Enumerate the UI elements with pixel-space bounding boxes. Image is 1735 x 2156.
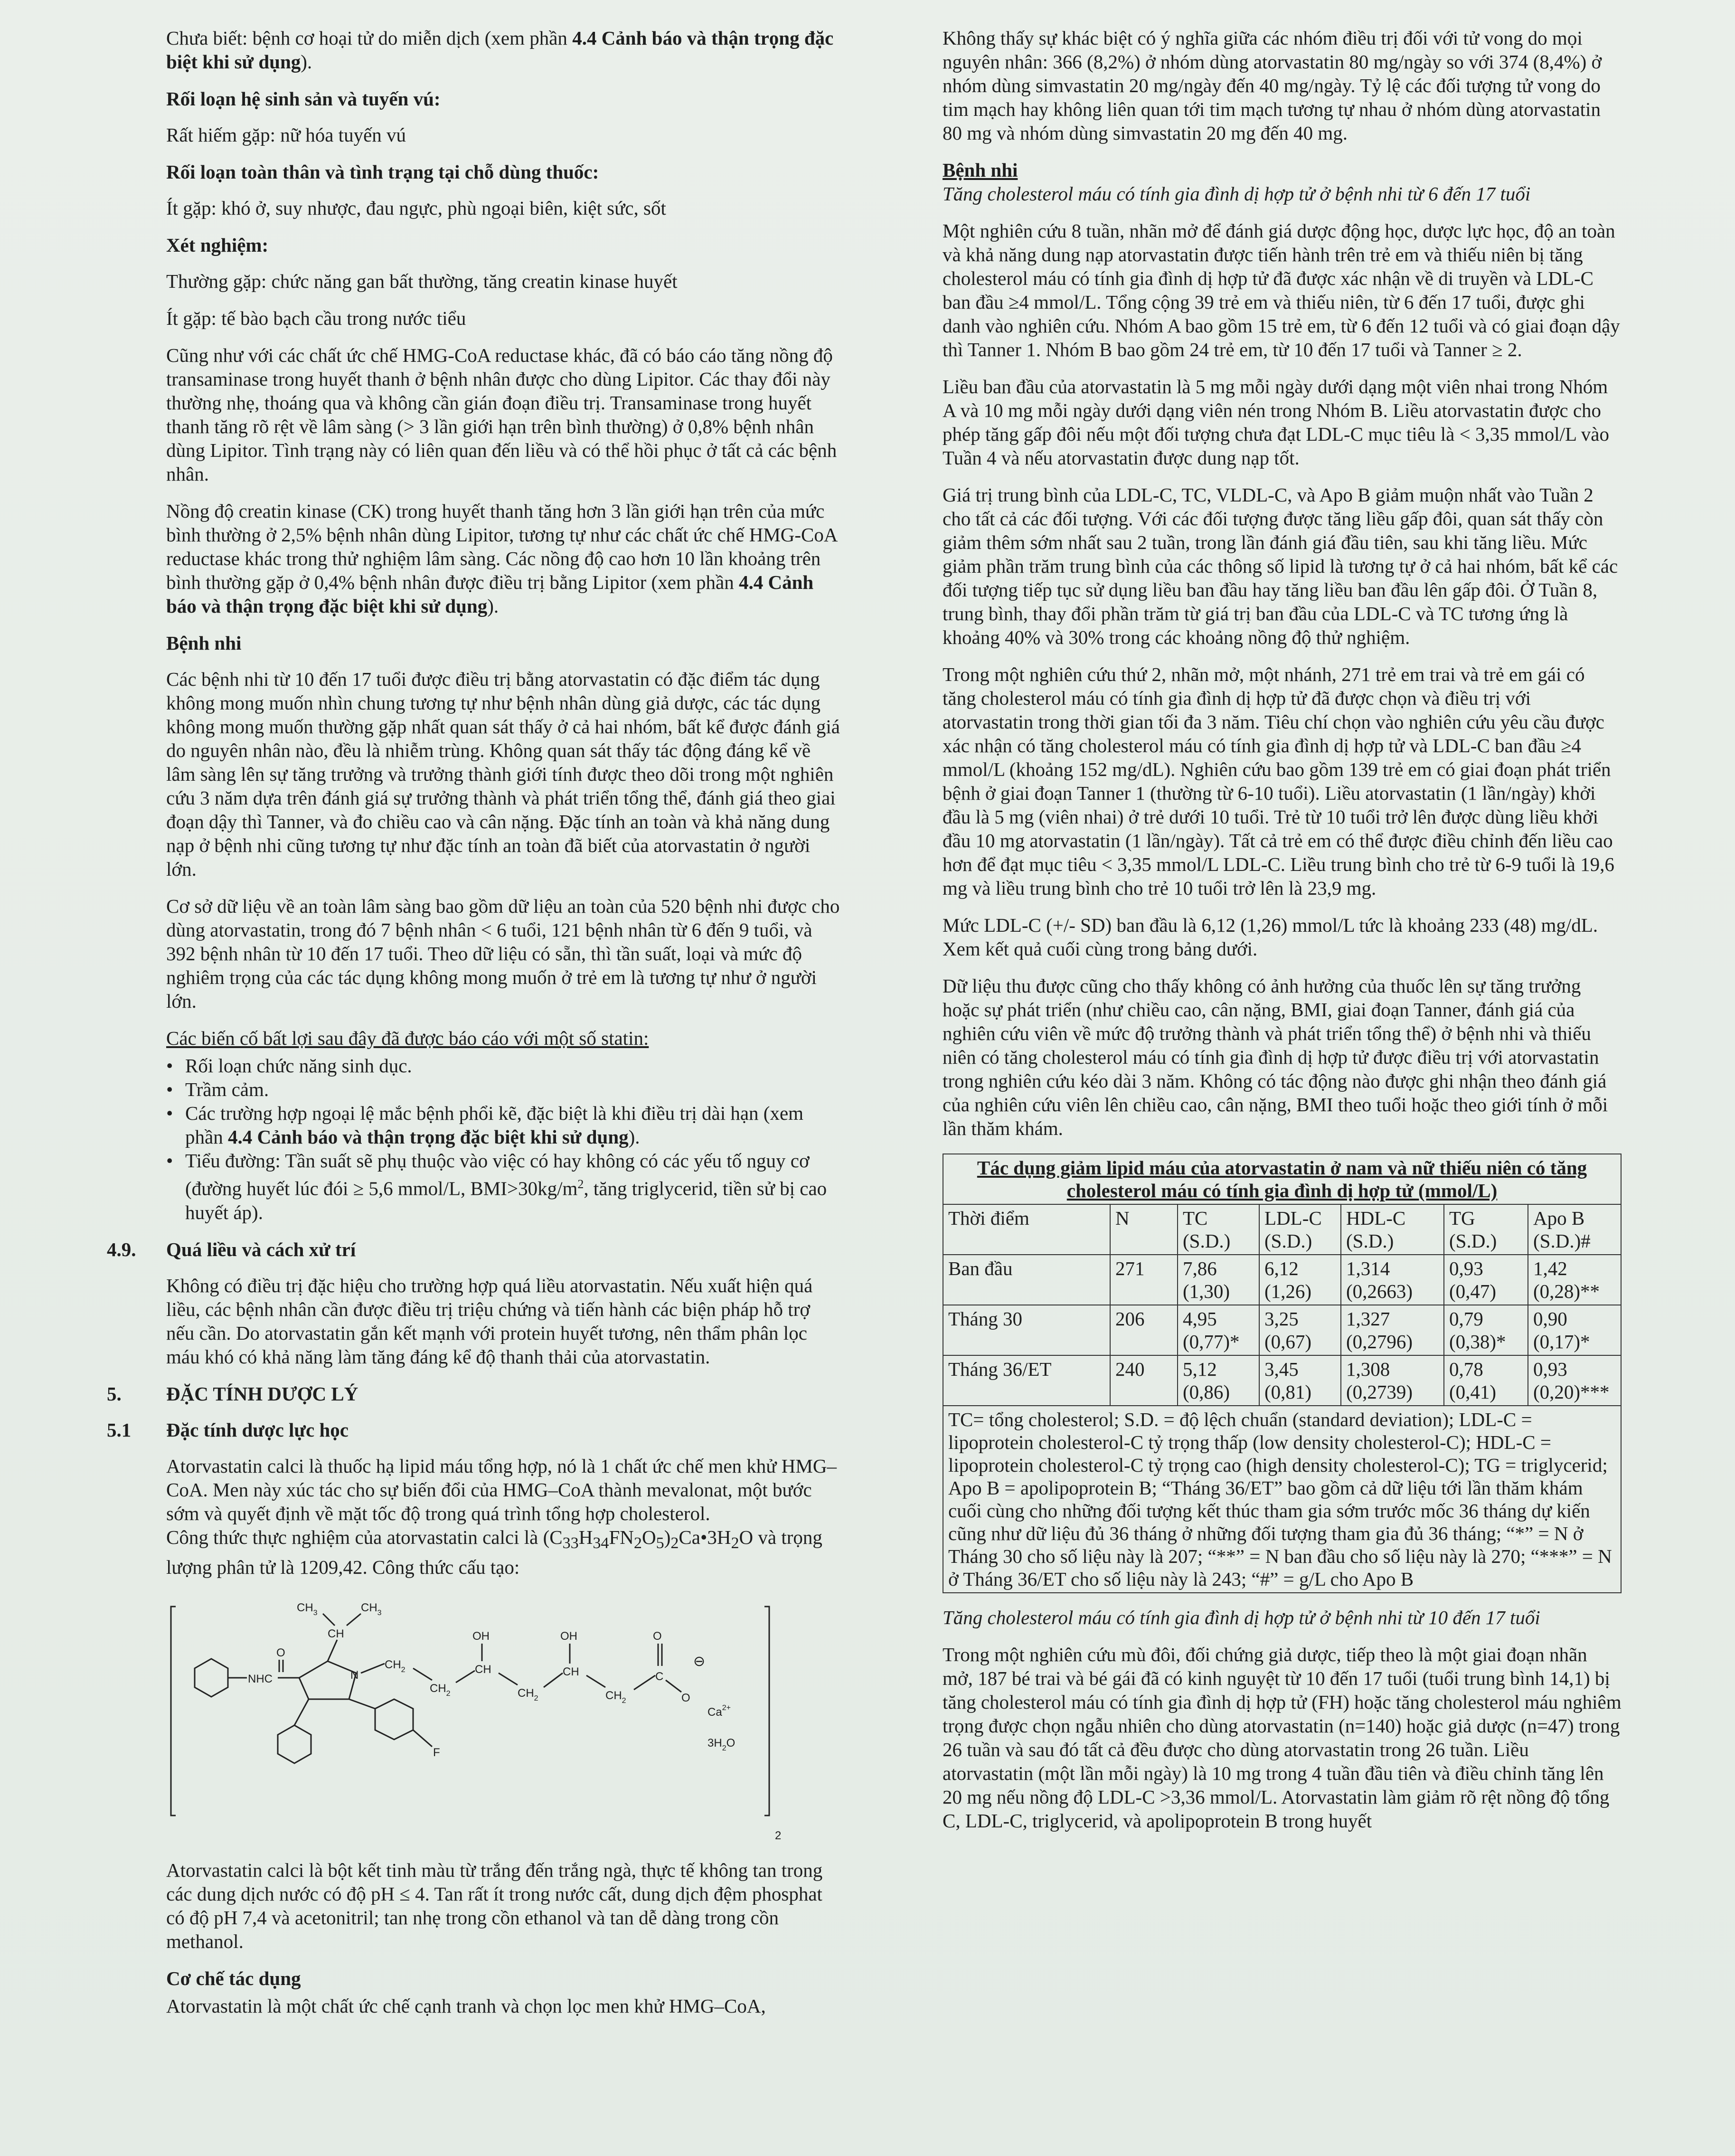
table-cell: 3,45 (0,81) bbox=[1259, 1355, 1341, 1406]
table-cell: 1,308 (0,2739) bbox=[1341, 1355, 1444, 1406]
statin-events-heading: Các biến cố bất lợi sau đây đã được báo cáo với một số statin: bbox=[166, 1027, 649, 1049]
section-ref: 4.4 Cảnh báo và thận trọng đặc biệt khi sử dụng bbox=[166, 27, 834, 73]
table-cell: 3,25 (0,67) bbox=[1259, 1305, 1341, 1355]
carbonyl-o-label: O bbox=[276, 1646, 285, 1659]
carboxylate-o-label: O bbox=[681, 1691, 690, 1704]
paragraph-pediatrics-2: Cơ sở dữ liệu về an toàn lâm sàng bao gồm dữ liệu an toàn của 520 bệnh nhi được cho dùng atorvastatin, trong đó 7 bệnh nhân < 6 tuổi, 121 bệnh nhân từ 6 đến 9 tuổi, và 392 bệnh nhân từ 10 đến 17 tuổi. Theo dữ liệu có sẵn, thì tần suất, loại và mức độ nghiêm trọng của các tác dụng không mong muốn ở trẻ em là tương tự như ở người lớn. bbox=[166, 895, 840, 1012]
heading-general-disorders: Rối loạn toàn thân và tình trạng tại chỗ dùng thuốc: bbox=[166, 161, 599, 183]
table-cell: Ban đầu bbox=[943, 1255, 1110, 1305]
table-cell: 5,12 (0,86) bbox=[1178, 1355, 1259, 1406]
table-cell: 1,42 (0,28)** bbox=[1528, 1255, 1621, 1305]
section-4-9-heading: 4.9. Quá liều và cách xử trí bbox=[107, 1238, 356, 1260]
ch2-label: $CH_2$ bbox=[518, 1686, 538, 1702]
nitrogen-label: N bbox=[350, 1668, 359, 1682]
paragraph-blind-study: Trong một nghiên cứu mù đôi, đối chứng giả dược, tiếp theo là một giai đoạn nhãn mở, 187 bé trai và bé gái đã có kinh nguyệt từ 10 đến 17 tuổi (tuổi trung bình 14,1) bị tăng cholesterol máu có tính gia đình dị hợp tử (FH) hoặc tăng cholesterol máu nghiêm trọng được chọn ngẫu nhiên cho dùng atorvastatin (n=140) hoặc giả dược (n=47) trong 26 tuần và sau đó tất cả đều được cho dùng atorvastatin trong 26 tuần. Liều atorvastatin (một lần mỗi ngày) là 10 mg trong 4 tuần đầu tiên và điều chỉnh tăng lên 20 mg nếu nồng độ LDL-C >3,36 mmol/L. Atorvastatin làm giảm rõ rệt nồng độ tổng C, LDL-C, triglycerid, và apolipoprotein B trong huyết bbox=[943, 1644, 1622, 1832]
column-header: TG (S.D.) bbox=[1444, 1204, 1528, 1255]
paragraph-growth: Dữ liệu thu được cũng cho thấy không có ảnh hưởng của thuốc lên sự tăng trưởng hoặc sự phát triển (như chiều cao, cân nặng, BMI, giai đoạn Tanner, đánh giá của nghiên cứu viên về mức độ trưởng thành và phát triển tổng thể) ở bệnh nhi và thiếu niên có tăng cholesterol máu có tính gia đình dị hợp tử được điều trị với atorvastatin trong nghiên cứu kéo dài 3 năm. Không có tác động nào được ghi nhận theo đánh giá của nghiên cứu viên lên chiều cao, cân nặng, BMI theo tuổi hoặc theo giới tính ở mỗi lần thăm khám. bbox=[943, 975, 1608, 1139]
methyl-label: $CH_3$ bbox=[297, 1601, 318, 1617]
table-cell: Tháng 36/ET bbox=[943, 1355, 1110, 1406]
paragraph-dosing: Liều ban đầu của atorvastatin là 5 mg mỗi ngày dưới dạng một viên nhai trong Nhóm A và 10 mg mỗi ngày dưới dạng viên nén trong Nhóm B. Liều atorvastatin được cho phép tăng gấp đôi nếu một đối tượng chưa đạt LDL-C mục tiêu là < 3,35 mmol/L vào Tuần 4 và nếu atorvastatin được dung nạp tốt. bbox=[943, 376, 1610, 469]
column-header: N bbox=[1110, 1204, 1178, 1255]
subheading-10-to-17: Tăng cholesterol máu có tính gia đình dị hợp tử ở bệnh nhi từ 10 đến 17 tuổi bbox=[943, 1607, 1540, 1628]
nhc-label: NHC bbox=[248, 1672, 273, 1685]
ch2-label: $CH_2$ bbox=[605, 1689, 626, 1705]
table-cell: 6,12 (1,26) bbox=[1259, 1255, 1341, 1305]
paragraph-no-difference: Không thấy sự khác biệt có ý nghĩa giữa các nhóm điều trị đối với tử vong do mọi nguyên nhân: 366 (8,2%) ở nhóm dùng atorvastatin 80 mg/ngày so với 374 (8,4%) ở nhóm dùng simvastatin 20 mg/ngày đến 40 mg/ngày. Tỷ lệ các đối tượng tử vong do tim mạch hay không liên quan tới tim mạch tương tự nhau ở nhóm dùng atorvastatin 80 mg và nhóm dùng simvastatin 20 mg đến 40 mg. bbox=[943, 27, 1602, 144]
section-5-1-heading: 5.1 Đặc tính dược lực học bbox=[107, 1418, 349, 1441]
paragraph-transaminase: Cũng như với các chất ức chế HMG-CoA reductase khác, đã có báo cáo tăng nồng độ transaminase trong huyết thanh ở bệnh nhân được cho dùng Lipitor. Các thay đổi này thường nhẹ, thoáng qua và không cần gián đoạn điều trị. Transaminase trong huyết thanh tăng rõ rệt về lâm sàng (> 3 lần giới hạn trên bình thường) ở 0,8% bệnh nhân dùng Lipitor. Tình trạng này có liên quan đến liều và có thể hồi phục ở tất cả các bệnh nhân. bbox=[166, 344, 837, 485]
list-item: • Các trường hợp ngoại lệ mắc bệnh phổi kẽ, đặc biệt là khi điều trị dài hạn (xem phần 4.4 Cảnh báo và thận trọng đặc biệt khi sử dụng). bbox=[166, 1101, 840, 1149]
paragraph-overdose: Không có điều trị đặc hiệu cho trường hợp quá liều atorvastatin. Nếu xuất hiện quá liều, các bệnh nhân cần được điều trị triệu chứng và tiến hành các biện pháp hỗ trợ nếu cần. Do atorvastatin gắn kết mạnh với protein huyết tương, nên thẩm phân lọc máu khó có khả năng làm tăng đáng kể độ thanh thải của atorvastatin. bbox=[166, 1274, 813, 1368]
table-row bbox=[943, 1305, 1621, 1355]
paragraph-mean-values: Giá trị trung bình của LDL-C, TC, VLDL-C, và Apo B giảm muộn nhất vào Tuần 2 cho tất cả các đối tượng. Với các đối tượng được tăng liều gấp đôi, quan sát thấy còn giảm thêm sớm nhất sau 2 tuần, trong lần đánh giá đầu tiên, sau khi tăng liều. Mức giảm phần trăm trung bình của các thông số lipid là tương tự ở cả hai nhóm, bất kể các đối tượng tiếp tục sử dụng liều ban đầu hay tăng liều ban đầu lên gấp đôi. Ở Tuần 8, trung bình, thay đổi phần trăm từ giá trị ban đầu của LDL-C và TC tương ứng là khoảng 40% và 30% trong các khoảng nồng độ thử nghiệm. bbox=[943, 484, 1618, 648]
table-cell: 271 bbox=[1110, 1255, 1178, 1305]
table-row bbox=[943, 1255, 1621, 1305]
list-item: • Tiểu đường: Tần suất sẽ phụ thuộc vào việc có hay không có các yếu tố nguy cơ (đường huyết lúc đói ≥ 5,6 mmol/L, $BMI>30kg/m^2$, tăng triglycerid, tiền sử bị cao huyết áp). bbox=[166, 1149, 840, 1224]
heading-tests: Xét nghiệm: bbox=[166, 234, 269, 256]
calcium-label: $Ca^{2+}$ bbox=[707, 1703, 731, 1719]
heading-reproductive: Rối loạn hệ sinh sản và tuyến vú: bbox=[166, 88, 441, 110]
water-label: $3H_2O$ bbox=[707, 1736, 735, 1752]
paragraph-second-study: Trong một nghiên cứu thứ 2, nhãn mở, một nhánh, 271 trẻ em trai và trẻ em gái có tăng cholesterol máu có tính gia đình dị hợp tử đã được chọn và điều trị với atorvastatin trong thời gian tối đa 3 năm. Tiêu chí chọn vào nghiên cứu yêu cầu được xác nhận có tăng cholesterol máu có tính gia đình dị hợp tử và LDL-C ban đầu ≥4 mmol/L (khoảng 152 mg/dL). Nghiên cứu bao gồm 139 trẻ em có giai đoạn phát triển bệnh ở giai đoạn Tanner 1 (thường từ 6-10 tuổi). Liều atorvastatin (1 lần/ngày) khởi đầu là 5 mg (viên nhai) ở trẻ dưới 10 tuổi. Trẻ từ 10 tuổi trở lên được dùng liều khởi đầu 10 mg atorvastatin (1 lần/ngày). Tất cả trẻ em có thể được điều chỉnh đến liều cao hơn để đạt mục tiêu < 3,35 mmol/L LDL-C. Liều trung bình cho trẻ từ 6-9 tuổi là 19,6 mg và liều trung bình cho trẻ 10 tuổi trở lên là 23,9 mg. bbox=[943, 663, 1614, 899]
left-column bbox=[107, 26, 840, 2031]
table-cell: 0,79 (0,38)* bbox=[1444, 1305, 1528, 1355]
subheading-6-to-17: Tăng cholesterol máu có tính gia đình dị hợp tử ở bệnh nhi từ 6 đến 17 tuổi bbox=[943, 183, 1531, 205]
section-5-heading: 5. ĐẶC TÍNH DƯỢC LÝ bbox=[107, 1382, 358, 1405]
table-row bbox=[943, 1355, 1621, 1406]
column-header: Apo B (S.D.)# bbox=[1528, 1204, 1621, 1255]
right-column bbox=[943, 26, 1622, 1846]
table-cell: 1,314 (0,2663) bbox=[1341, 1255, 1444, 1305]
heading-mechanism: Cơ chế tác dụng bbox=[166, 1967, 301, 1989]
table-cell: 206 bbox=[1110, 1305, 1178, 1355]
paragraph-reproductive: Rất hiếm gặp: nữ hóa tuyến vú bbox=[166, 124, 406, 146]
ch-label: CH bbox=[563, 1665, 579, 1678]
lipid-table bbox=[943, 1154, 1622, 1593]
paragraph-creatin-kinase: Nồng độ creatin kinase (CK) trong huyết thanh tăng hơn 3 lần giới hạn trên của mức bình thường ở 2,5% bệnh nhân dùng Lipitor, tương tự như các chất ức chế HMG-CoA reductase khác trong thử nghiệm lâm sàng. Các nồng độ cao hơn 10 lần khoảng trên bình thường gặp ở 0,4% bệnh nhân được điều trị bằng Lipitor (xem phần 4.4 Cảnh báo và thận trọng đặc biệt khi sử dụng). bbox=[166, 500, 837, 617]
paragraph-ldl-baseline: Mức LDL-C (+/- SD) ban đầu là 6,12 (1,26) mmol/L tức là khoảng 233 (48) mg/dL. Xem kết quả cuối cùng trong bảng dưới. bbox=[943, 914, 1598, 960]
structural-formula-drawing bbox=[166, 1592, 831, 1844]
table-cell: 0,93 (0,47) bbox=[1444, 1255, 1528, 1305]
heading-pediatrics-right: Bệnh nhi bbox=[943, 159, 1018, 181]
carboxyl-c-label: C bbox=[655, 1670, 664, 1683]
table-cell: 1,327 (0,2796) bbox=[1341, 1305, 1444, 1355]
structural-formula bbox=[166, 1592, 831, 1844]
table-cell: 4,95 (0,77)* bbox=[1178, 1305, 1259, 1355]
hydroxyl-label: OH bbox=[472, 1629, 490, 1643]
paragraph-formula: Công thức thực nghiệm của atorvastatin calci là $(C_{33}H_{34}FN_2O_5)_2Ca•3H_2O$ và trọng lượng phân tử là 1209,42. Công thức cấu tạo: bbox=[166, 1526, 822, 1578]
table-cell: 0,90 (0,17)* bbox=[1528, 1305, 1621, 1355]
paragraph-tests-uncommon: Ít gặp: tế bào bạch cầu trong nước tiểu bbox=[166, 307, 466, 329]
list-item: • Trầm cảm. bbox=[166, 1078, 840, 1101]
column-header: LDL-C (S.D.) bbox=[1259, 1204, 1341, 1255]
table-cell: 7,86 (1,30) bbox=[1178, 1255, 1259, 1305]
column-header: TC (S.D.) bbox=[1178, 1204, 1259, 1255]
paragraph-description: Atorvastatin calci là bột kết tinh màu từ trắng đến trắng ngà, thực tế không tan trong các dung dịch nước có độ pH ≤ 4. Tan rất ít trong nước cất, dung dịch đệm phosphat có độ pH 7,4 và acetonitril; tan nhẹ trong cồn ethanol và tan dễ dàng trong cồn methanol. bbox=[166, 1859, 823, 1952]
negative-charge-icon: ⊖ bbox=[693, 1653, 706, 1669]
table-cell: 0,93 (0,20)*** bbox=[1528, 1355, 1621, 1406]
bracket-subscript: 2 bbox=[775, 1829, 782, 1842]
fluorine-label: F bbox=[433, 1746, 440, 1759]
section-ref: 4.4 Cảnh báo và thận trọng đặc biệt khi sử dụng bbox=[166, 571, 814, 617]
ch2-label: $CH_2$ bbox=[430, 1682, 451, 1698]
paragraph-pediatrics-1: Các bệnh nhi từ 10 đến 17 tuổi được điều trị bằng atorvastatin có đặc điểm tác dụng không mong muốn nhìn chung tương tự như bệnh nhân dùng giả dược, các tác dụng không mong muốn thường gặp nhất quan sát thấy ở cả hai nhóm, bất kể được đánh giá do nguyên nhân nào, đều là nhiễm trùng. Không quan sát thấy tác động đáng kể về lâm sàng lên sự tăng trưởng và trưởng thành giới tính được theo dõi trong một nghiên cứu 3 năm dựa trên đánh giá sự trưởng thành và phát triển tổng thể, đánh giá theo giai đoạn dậy thì Tanner, và đo chiều cao và cân nặng. Đặc tính an toàn và khả năng dung nạp ở bệnh nhi cũng tương tự như đặc tính an toàn đã biết của atorvastatin ở người lớn. bbox=[166, 668, 840, 880]
paragraph-pharmacodynamics: Atorvastatin calci là thuốc hạ lipid máu tổng hợp, nó là 1 chất ức chế men khử HMG–CoA. Men này xúc tác cho sự biến đổi của HMG–CoA thành mevalonat, một bước sớm và quyết định về mặt tốc độ trong quá trình tổng hợp cholesterol. bbox=[166, 1455, 837, 1524]
statin-events-list bbox=[166, 1054, 840, 1224]
carboxyl-o-label: O bbox=[653, 1629, 662, 1643]
hydroxyl-label: OH bbox=[560, 1629, 577, 1643]
table-cell: Tháng 30 bbox=[943, 1305, 1110, 1355]
methyl-label: $CH_3$ bbox=[361, 1601, 382, 1617]
list-item: • Rối loạn chức năng sinh dục. bbox=[166, 1054, 840, 1078]
paragraph-8-week-study: Một nghiên cứu 8 tuần, nhãn mở để đánh giá dược động học, dược lực học, độ an toàn và khả năng dung nạp atorvastatin được tiến hành trên trẻ em và thiếu niên bị tăng cholesterol máu có tính gia đình dị hợp tử đã được xác nhận về di truyền và LDL-C ban đầu ≥4 mmol/L. Tổng cộng 39 trẻ em và thiếu niên, từ 6 đến 17 tuổi, được ghi danh vào nghiên cứu. Nhóm A bao gồm 15 trẻ em, từ 6 đến 12 tuổi và có giai đoạn dậy thì Tanner 1. Nhóm B bao gồm 24 trẻ em, từ 10 đến 17 tuổi và Tanner ≥ 2. bbox=[943, 220, 1620, 360]
ch-label: CH bbox=[328, 1627, 344, 1640]
table-header-row bbox=[943, 1204, 1621, 1255]
ch2-label: $CH_2$ bbox=[385, 1658, 405, 1674]
table-cell: 0,78 (0,41) bbox=[1444, 1355, 1528, 1406]
column-header: HDL-C (S.D.) bbox=[1341, 1204, 1444, 1255]
table-cell: 240 bbox=[1110, 1355, 1178, 1406]
heading-pediatrics: Bệnh nhi bbox=[166, 632, 242, 654]
paragraph-general-disorders: Ít gặp: khó ở, suy nhược, đau ngực, phù ngoại biên, kiệt sức, sốt bbox=[166, 197, 666, 219]
paragraph-immune: Chưa biết: bệnh cơ hoại tử do miễn dịch (xem phần 4.4 Cảnh báo và thận trọng đặc biệt khi sử dụng). bbox=[166, 27, 834, 73]
table-title: Tác dụng giảm lipid máu của atorvastatin ở nam và nữ thiếu niên có tăng cholesterol máu có tính gia đình dị hợp tử (mmol/L) bbox=[943, 1154, 1621, 1204]
column-header: Thời điểm bbox=[943, 1204, 1110, 1255]
ch-label: CH bbox=[475, 1663, 491, 1676]
table-notes: TC= tổng cholesterol; S.D. = độ lệch chuẩn (standard deviation); LDL-C = lipoprotein cholesterol-C tỷ trọng thấp (low density cholesterol-C); HDL-C = lipoprotein cholesterol-C tỷ trọng cao (high density cholesterol-C); TG = triglycerid; Apo B = apolipoprotein B; “Tháng 36/ET” bao gồm cả dữ liệu tới lần thăm khám cuối cùng cho những đối tượng kết thúc tham gia sớm trước mốc 36 tháng dự kiến cũng như dữ liệu đủ 36 tháng ở những đối tượng tham gia đủ 36 tháng; “*” = N ở Tháng 30 cho số liệu này là 207; “**” = N ban đầu cho số liệu này là 270; “***” = N ở Tháng 36/ET cho số liệu này là 243; “#” = g/L cho Apo B bbox=[943, 1406, 1621, 1593]
paragraph-mechanism: Atorvastatin là một chất ức chế cạnh tranh và chọn lọc men khử HMG–CoA, bbox=[166, 1995, 766, 2017]
paragraph-tests-common: Thường gặp: chức năng gan bất thường, tăng creatin kinase huyết bbox=[166, 270, 678, 292]
